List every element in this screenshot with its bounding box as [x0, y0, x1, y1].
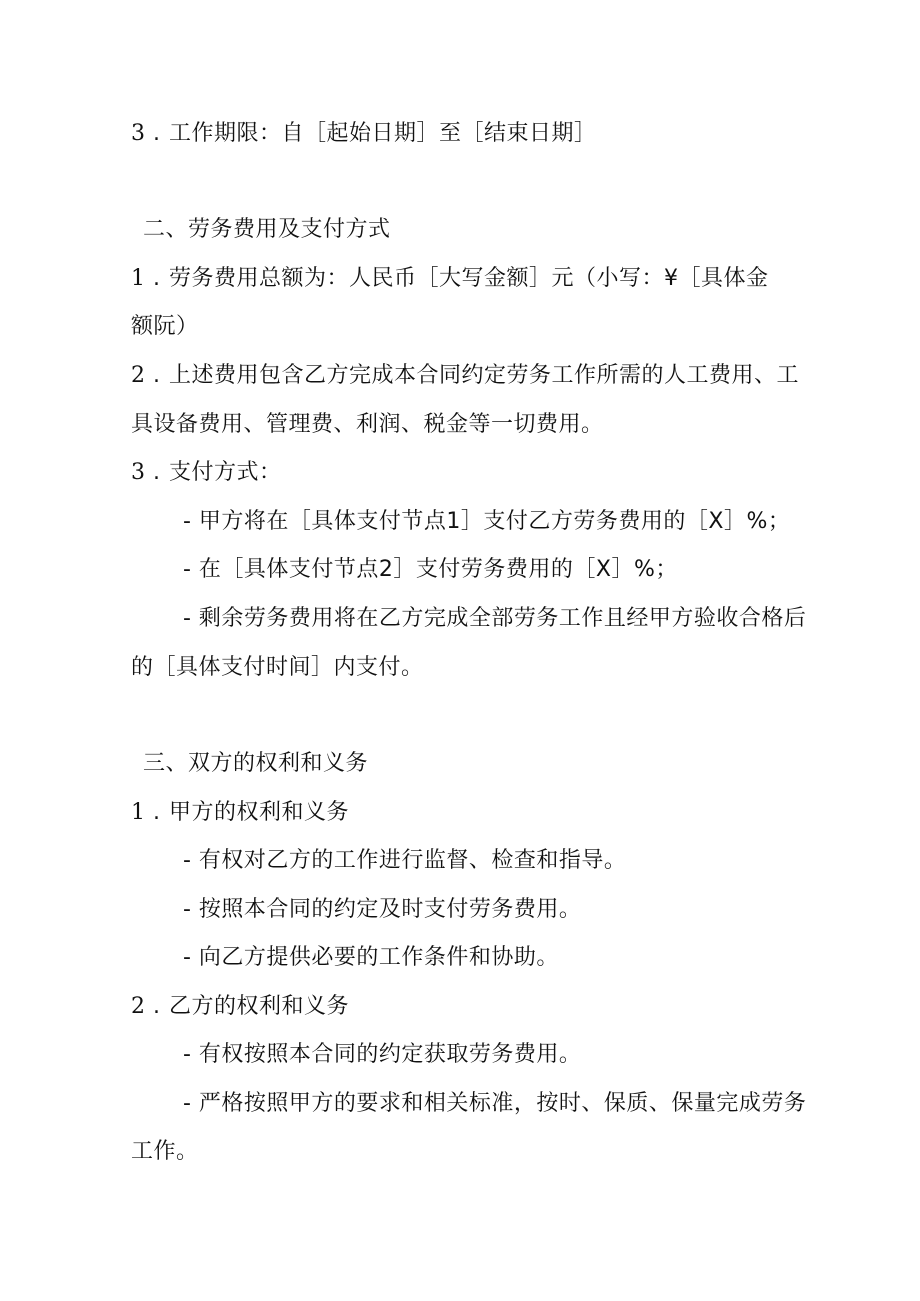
- item-text: 支付方式：: [169, 460, 282, 485]
- item-dot: .: [153, 994, 161, 1019]
- item-number: 3: [131, 460, 146, 485]
- fee-scope-continuation: 具设备费用、管理费、利润、税金等一切费用。: [131, 412, 604, 437]
- item-number: 2: [131, 363, 146, 388]
- party-b-bullet-1: - 有权按照本合同的约定获取劳务费用。: [183, 1042, 582, 1067]
- fee-total-item: [131, 263, 769, 295]
- party-a-item: [131, 797, 349, 829]
- party-b-bullet-2-continuation: 工作。: [131, 1139, 199, 1164]
- fee-total-continuation: 额阮）: [131, 314, 199, 339]
- item-text: 乙方的权利和义务: [169, 994, 350, 1019]
- term-item: [131, 118, 597, 150]
- item-text: 劳务费用总额为：人民币［大写金额］元（小写：¥［具体金: [169, 266, 769, 291]
- payment-bullet-1: - 甲方将在［具体支付节点1］支付乙方劳务费用的［X］%；: [183, 509, 791, 534]
- item-text: 上述费用包含乙方完成本合同约定劳务工作所需的人工费用、工: [169, 363, 800, 388]
- item-number: 1: [131, 266, 146, 291]
- item-dot: .: [153, 363, 161, 388]
- section-heading-fees: 二、劳务费用及支付方式: [143, 217, 391, 242]
- payment-method-item: [131, 457, 282, 489]
- item-number: 2: [131, 994, 146, 1019]
- item-dot: .: [153, 266, 161, 291]
- section-heading-rights: 三、双方的权利和义务: [143, 751, 369, 776]
- item-dot: .: [153, 800, 161, 825]
- item-number: 3: [131, 121, 146, 146]
- payment-bullet-3: - 剩余劳务费用将在乙方完成全部劳务工作且经甲方验收合格后: [183, 606, 807, 631]
- item-number: 1: [131, 800, 146, 825]
- item-text: 甲方的权利和义务: [169, 800, 350, 825]
- party-a-bullet-3: - 向乙方提供必要的工作条件和协助。: [183, 945, 559, 970]
- party-a-bullet-1: - 有权对乙方的工作进行监督、检查和指导。: [183, 848, 627, 873]
- party-a-bullet-2: - 按照本合同的约定及时支付劳务费用。: [183, 897, 582, 922]
- item-dot: .: [153, 460, 161, 485]
- party-b-item: [131, 991, 349, 1023]
- item-text: 工作期限：自［起始日期］至［结束日期］: [169, 121, 597, 146]
- payment-bullet-2: - 在［具体支付节点2］支付劳务费用的［X］%；: [183, 557, 678, 582]
- fee-scope-item: [131, 360, 799, 392]
- item-dot: .: [153, 121, 161, 146]
- party-b-bullet-2: - 严格按照甲方的要求和相关标准，按时、保质、保量完成劳务: [183, 1091, 807, 1116]
- payment-bullet-3-continuation: 的［具体支付时间］内支付。: [131, 655, 424, 680]
